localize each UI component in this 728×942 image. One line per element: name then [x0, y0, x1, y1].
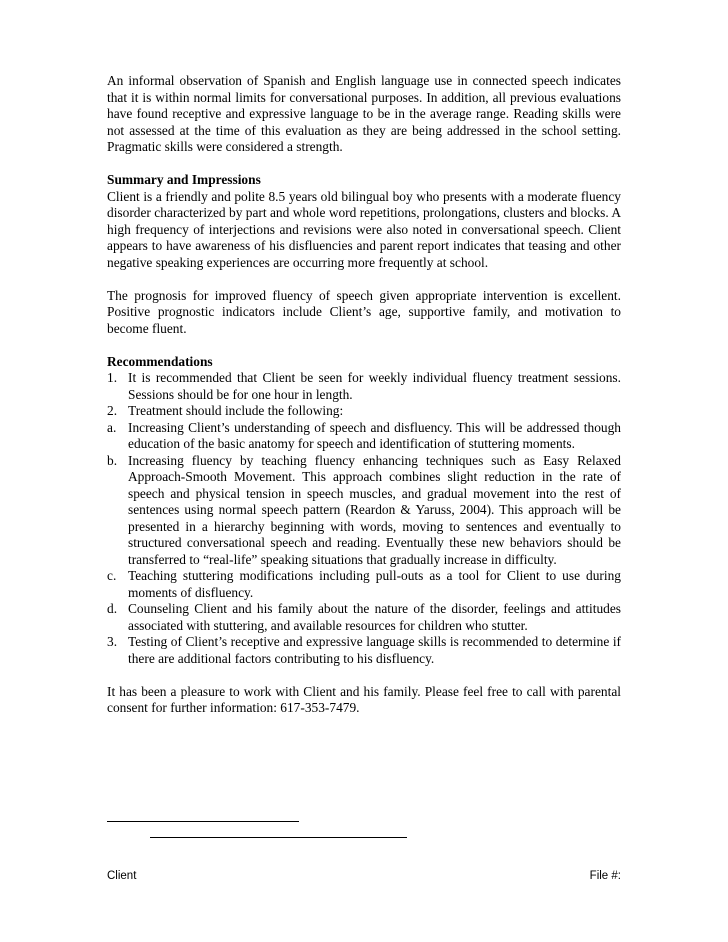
list-item: [107, 601, 621, 634]
list-marker: 1.: [107, 370, 118, 385]
list-item-text: Increasing Client’s understanding of speech and disfluency. This will be addressed though education of the basic anatomy for speech and identification of stuttering moments.: [128, 419, 621, 451]
list-item: [107, 403, 621, 420]
signature-line: [107, 821, 299, 822]
list-marker: b.: [107, 452, 118, 468]
list-item-text: Counseling Client and his family about the nature of the disorder, feelings and attitudes associated with stuttering, and available resources for children who stutter.: [128, 601, 621, 633]
list-marker: d.: [107, 601, 118, 616]
list-marker: a.: [107, 419, 117, 435]
closing-paragraph: It has been a pleasure to work with Client and his family. Please feel free to call with parental consent for further information: 617-353-7479.: [107, 683, 621, 715]
document-body: [107, 73, 621, 733]
list-marker: 3.: [107, 634, 118, 649]
signature-line-2: [150, 837, 407, 838]
list-item-text: It is recommended that Client be seen for weekly individual fluency treatment sessions. Sessions should be for one hour in length.: [128, 370, 621, 402]
list-item: [107, 568, 621, 601]
list-marker: 2.: [107, 403, 118, 418]
list-marker: c.: [107, 568, 117, 583]
summary-paragraph-2: The prognosis for improved fluency of speech given appropriate intervention is excellent. Positive prognostic indicators include Client’s age, supportive family, and motivation to become fluent.: [107, 287, 621, 336]
list-item-text: Increasing fluency by teaching fluency enhancing techniques such as Easy Relaxed Approach-Smooth Movement. This approach combines slight reduction in the rate of speech and physical tension in speech muscles, and gradual movement into the rest of sentences using normal speech pattern (Reardon & Yaruss, 2004). This approach will be presented in a hierarchy beginning with words, moving to sentences and eventually to structured conversational speech and reading. Eventually these new behaviors should be transferred to “real-life” speaking situations that gradually increase in difficulty.: [128, 452, 621, 567]
footer-file-number: File #:: [589, 870, 621, 882]
list-item-text: Treatment should include the following:: [128, 403, 344, 418]
list-item-text: Teaching stuttering modifications including pull-outs as a tool for Client to use during moments of disfluency.: [128, 568, 621, 600]
footer-client-label: Client: [107, 870, 137, 882]
list-item-text: Testing of Client’s receptive and expressive language skills is recommended to determine if there are additional factors contributing to his disfluency.: [128, 634, 621, 666]
summary-heading: Summary and Impressions: [107, 172, 261, 187]
list-item: [107, 453, 621, 569]
summary-paragraph-1: Client is a friendly and polite 8.5 years old bilingual boy who presents with a moderate fluency disorder characterized by part and whole word repetitions, prolongations, clusters and blocks. A high frequency of interjections and revisions were also noted in conversational speech. Client appears to have awareness of his disfluencies and parent report indicates that teasing and other negative speaking experiences are occurring more frequently at school.: [107, 188, 621, 270]
list-item: [107, 420, 621, 453]
recommendations-list: [107, 370, 621, 667]
list-item: [107, 370, 621, 403]
intro-paragraph: An informal observation of Spanish and English language use in connected speech indicates that it is within normal limits for conversational purposes. In addition, all previous evaluations have found receptive and expressive language to be in the average range. Reading skills were not assessed at the time of this evaluation as they are being addressed in the school setting. Pragmatic skills were considered a strength.: [107, 73, 621, 154]
recommendations-heading: Recommendations: [107, 353, 213, 369]
list-item: [107, 634, 621, 667]
